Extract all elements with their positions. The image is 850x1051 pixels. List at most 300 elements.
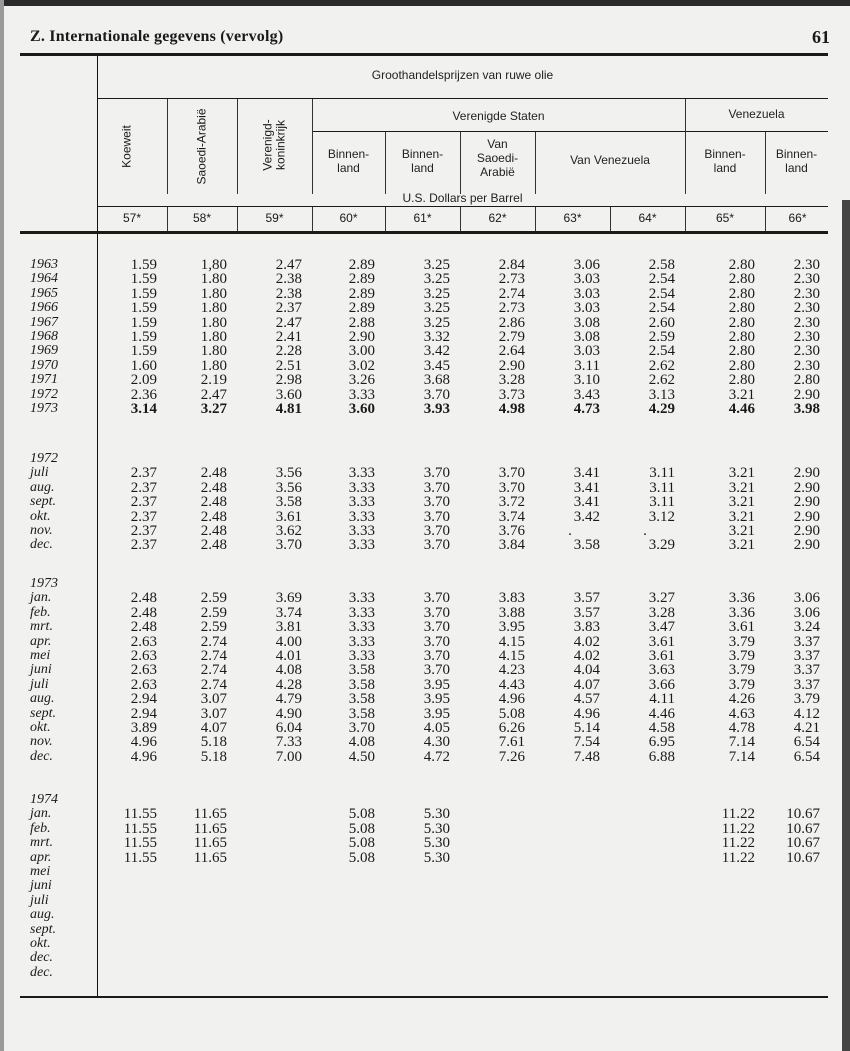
- table-cell: 3.95: [423, 691, 450, 708]
- table-cell: 6.26: [498, 720, 525, 736]
- table-cell: 3.10: [573, 372, 600, 389]
- subheader-line: land: [785, 161, 808, 175]
- table-cell: 3.70: [423, 619, 450, 636]
- table-cell: 4.98: [498, 401, 525, 417]
- page-top-edge: [0, 0, 850, 6]
- table-cell: 2.80: [728, 329, 755, 345]
- section-heading: 1973: [30, 576, 58, 591]
- table-cell: 7.33: [275, 734, 302, 751]
- table-cell: 3.56: [275, 479, 302, 496]
- table-cell: 3.79: [793, 691, 820, 708]
- table-cell: 2.90: [793, 494, 820, 511]
- table-cell: 3.58: [275, 494, 302, 511]
- table-cell: 3.25: [423, 257, 450, 273]
- table-cell: 2.73: [498, 300, 525, 317]
- table-cell: 3.61: [728, 619, 755, 636]
- table-cell: 3.84: [498, 537, 525, 554]
- row-label: aug.: [30, 691, 55, 707]
- table-cell: 2.30: [793, 329, 820, 345]
- table-cell: 3.70: [498, 479, 525, 496]
- table-cell: 2.54: [648, 300, 675, 317]
- table-cell: 2.74: [200, 648, 227, 664]
- table-cell: 3.21: [728, 386, 755, 403]
- table-cell: 4.15: [498, 633, 525, 650]
- table-cell: 11.22: [721, 806, 755, 823]
- table-cell: 2.89: [348, 271, 375, 288]
- table-cell: 5.08: [348, 835, 375, 852]
- row-label: jan.: [30, 806, 52, 822]
- table-cell: 3.42: [573, 508, 600, 525]
- page-number: 61: [812, 27, 830, 47]
- table-cell: 3.88: [498, 604, 525, 621]
- table-cell: 3.61: [275, 508, 302, 525]
- table-cell: 3.93: [423, 401, 450, 417]
- row-label: sept.: [30, 921, 57, 937]
- table-cell: 3.33: [348, 479, 375, 496]
- table-cell: 11.55: [123, 835, 157, 852]
- table-cell: 2.38: [275, 271, 302, 288]
- table-cell: 3.21: [728, 537, 755, 554]
- col-divider: [167, 99, 168, 194]
- table-cell: 2.86: [498, 314, 525, 331]
- table-cell: 1.59: [130, 329, 157, 345]
- table-cell: 2.47: [275, 314, 302, 331]
- table-cell: 2.37: [275, 300, 302, 317]
- col-divider: [237, 99, 238, 194]
- table-cell: 4.81: [275, 401, 302, 417]
- header-verenigd-line2: koninkrijk: [273, 120, 288, 171]
- row-label: 1966: [30, 300, 58, 316]
- table-cell: 4.23: [498, 662, 525, 679]
- table-cell: 2.90: [348, 329, 375, 345]
- table-cell: 4.96: [573, 705, 600, 722]
- table-cell: 6.95: [648, 734, 675, 751]
- table-cell: 3.14: [130, 401, 157, 417]
- table-cell: 11.55: [123, 820, 157, 837]
- header-verenigd-line1: Verenigd-: [260, 119, 275, 171]
- table-cell: 4.30: [423, 734, 450, 751]
- table-cell: 3.37: [793, 676, 820, 693]
- vs-subrule: [312, 131, 685, 132]
- table-cell: 3.08: [573, 329, 600, 345]
- page-binding: [0, 0, 4, 1051]
- table-cell: 3.58: [348, 676, 375, 693]
- table-cell: 4.02: [573, 633, 600, 650]
- table-cell: 2.48: [200, 523, 227, 539]
- table-cell: 1.80: [200, 285, 227, 302]
- table-cell: 7.00: [275, 748, 302, 765]
- unit-label: U.S. Dollars per Barrel: [402, 191, 523, 205]
- table-cell: 3.79: [728, 676, 755, 693]
- table-cell: 3.37: [793, 633, 820, 650]
- table-cell: 2.80: [728, 372, 755, 389]
- table-cell: 3.33: [348, 465, 375, 482]
- table-cell: 3.11: [649, 465, 675, 482]
- table-cell: 3.06: [793, 604, 820, 621]
- table-cell: 2.84: [498, 257, 525, 273]
- table-cell: 2.94: [130, 691, 157, 708]
- table-cell: 2.36: [130, 386, 157, 403]
- table-cell: 2.48: [200, 537, 227, 554]
- row-label: apr.: [30, 633, 52, 649]
- table-cell: 3.70: [423, 633, 450, 650]
- table-cell: 2.47: [200, 386, 227, 403]
- table-cell: 3.58: [573, 537, 600, 554]
- table-cell: 2.48: [200, 465, 227, 482]
- table-cell: 3.25: [423, 314, 450, 331]
- row-label: mei: [30, 864, 51, 879]
- subheader-line: Binnen-: [401, 147, 444, 161]
- table-cell: 7.54: [573, 734, 600, 751]
- table-cell: 3.43: [573, 386, 600, 403]
- table-cell: 2.63: [130, 648, 157, 664]
- table-cell: 3.83: [573, 619, 600, 636]
- group-title: Groothandelsprijzen van ruwe olie: [371, 68, 554, 82]
- table-cell: 3.70: [423, 662, 450, 679]
- table-cell: 2.88: [348, 314, 375, 331]
- table-cell: 2.58: [648, 257, 675, 273]
- header-bottom-rule: [20, 231, 828, 234]
- table-cell: 4.07: [200, 720, 227, 736]
- table-cell: 2.64: [498, 343, 525, 360]
- table-cell: 3.47: [648, 619, 675, 636]
- table-cell: 4.58: [648, 720, 675, 736]
- table-cell: 3.33: [348, 508, 375, 525]
- table-cell: 6.54: [793, 748, 820, 765]
- table-cell: .: [643, 523, 647, 539]
- column-code: 66*: [788, 211, 807, 225]
- table-cell: 3.06: [793, 590, 820, 607]
- column-code: 57*: [122, 211, 142, 225]
- table-cell: .: [568, 523, 572, 539]
- table-cell: 4.46: [648, 705, 675, 722]
- table-cell: 10.67: [786, 849, 820, 866]
- table-cell: 5.08: [348, 849, 375, 866]
- table-cell: 3.70: [275, 537, 302, 554]
- table-cell: 3.24: [793, 619, 820, 636]
- row-label: dec.: [30, 748, 53, 764]
- row-label: juli: [30, 676, 49, 692]
- table-cell: 2.74: [200, 676, 227, 693]
- table-cell: 1.80: [200, 314, 227, 331]
- table-cell: 3.70: [423, 508, 450, 525]
- table-cell: 2.90: [793, 537, 820, 554]
- table-cell: 3.62: [275, 523, 302, 539]
- table-cell: 3.36: [728, 604, 755, 621]
- table-cell: 2.79: [498, 329, 525, 345]
- table-cell: 2.59: [648, 329, 675, 345]
- table-cell: 3.76: [498, 523, 525, 539]
- subheader-line: Saoedi-: [476, 151, 519, 165]
- row-label: dec.: [30, 950, 53, 966]
- table-cell: 2.90: [793, 523, 820, 539]
- table-cell: 2.80: [728, 257, 755, 273]
- table-cell: 5.30: [423, 849, 450, 866]
- table-cell: 3.25: [423, 285, 450, 302]
- table-cell: 2.47: [275, 257, 302, 273]
- section-heading: 1974: [30, 792, 58, 807]
- table-cell: 2.38: [275, 285, 302, 302]
- table-cell: 4.01: [275, 648, 302, 664]
- subheader-line: Van: [487, 137, 508, 151]
- table-cell: 2.41: [275, 329, 302, 345]
- table-cell: 5.30: [423, 835, 450, 852]
- subheader-binnenland-65: [685, 147, 765, 175]
- header-koeweit: Koeweit: [119, 125, 134, 168]
- table-cell: 2.62: [648, 372, 675, 389]
- table-cell: 3.00: [348, 343, 375, 360]
- table-cell: 1.59: [130, 314, 157, 331]
- table-cell: 3.70: [423, 465, 450, 482]
- table-cell: 3.33: [348, 648, 375, 664]
- table-cell: 11.65: [193, 820, 227, 837]
- row-label: 1972: [30, 386, 58, 402]
- table-cell: 3.03: [573, 271, 600, 288]
- table-cell: 3.42: [423, 343, 450, 360]
- subheader-van-venezuela: Van Venezuela: [570, 153, 650, 167]
- table-cell: 2.80: [728, 271, 755, 288]
- table-cell: 3.27: [200, 401, 227, 417]
- table-cell: 3.61: [648, 648, 675, 664]
- table-cell: 1.80: [200, 357, 227, 374]
- table-cell: 2.90: [793, 508, 820, 525]
- row-label: nov.: [30, 734, 53, 750]
- table-cell: 2.59: [200, 604, 227, 621]
- venezuela-subrule: [685, 131, 828, 132]
- table-cell: 3.70: [423, 479, 450, 496]
- subheader-binnenland-66: [765, 147, 828, 175]
- table-cell: 4.28: [275, 676, 302, 693]
- table-cell: 3.89: [130, 720, 157, 736]
- bottom-rule: [20, 996, 828, 998]
- row-label: feb.: [30, 604, 51, 620]
- table-cell: 4.04: [573, 662, 600, 679]
- table-cell: 7.61: [498, 734, 525, 751]
- table-cell: 3.68: [423, 372, 450, 389]
- table-cell: 3.08: [573, 314, 600, 331]
- table-cell: 3.58: [348, 691, 375, 708]
- table-cell: 3.21: [728, 523, 755, 539]
- table-cell: 2.30: [793, 257, 820, 273]
- row-label: sept.: [30, 494, 57, 510]
- table-cell: 4.63: [728, 705, 755, 722]
- row-label: apr.: [30, 849, 52, 865]
- table-cell: 3.58: [348, 705, 375, 722]
- table-cell: 3.70: [423, 590, 450, 607]
- table-cell: 2.30: [793, 271, 820, 288]
- row-label: feb.: [30, 820, 51, 836]
- table-cell: 3.21: [728, 494, 755, 511]
- table-cell: 2.37: [130, 479, 157, 496]
- table-cell: 4.90: [275, 705, 302, 722]
- table-cell: 2.90: [793, 465, 820, 482]
- table-cell: 2.74: [200, 662, 227, 679]
- table-cell: 11.55: [123, 806, 157, 823]
- table-cell: 3.02: [348, 357, 375, 374]
- table-cell: 3.36: [728, 590, 755, 607]
- table-cell: 2.37: [130, 537, 157, 554]
- row-label: 1963: [30, 257, 58, 272]
- table-cell: 3.33: [348, 619, 375, 636]
- table-cell: 2.19: [200, 372, 227, 389]
- table-cell: 2.48: [200, 479, 227, 496]
- row-label: aug.: [30, 907, 55, 923]
- table-cell: 3.70: [423, 537, 450, 554]
- table-cell: 3.66: [648, 676, 675, 693]
- table-cell: 4.73: [573, 401, 600, 417]
- table-cell: 2.62: [648, 357, 675, 374]
- row-label: sept.: [30, 705, 57, 721]
- row-label: okt.: [30, 720, 51, 735]
- row-label: juli: [30, 892, 49, 908]
- table-cell: 2.37: [130, 523, 157, 539]
- subheader-line: land: [337, 161, 360, 175]
- table-cell: 3.21: [728, 479, 755, 496]
- table-cell: 1.60: [130, 357, 157, 374]
- table-cell: 2.59: [200, 590, 227, 607]
- row-label: 1971: [30, 372, 58, 388]
- table-cell: 7.14: [728, 734, 755, 751]
- table-cell: 2.89: [348, 257, 375, 273]
- table-cell: 10.67: [786, 806, 820, 823]
- table-cell: 3.28: [648, 604, 675, 621]
- table-cell: 2.59: [200, 619, 227, 636]
- table-cell: 3.13: [648, 386, 675, 403]
- table-cell: 2.30: [793, 300, 820, 317]
- unit-rule: [97, 206, 828, 207]
- table-cell: 3.07: [200, 691, 227, 708]
- table-cell: 4.46: [728, 401, 755, 417]
- table-cell: 5.08: [498, 705, 525, 722]
- table-cell: 2.60: [648, 314, 675, 331]
- table-cell: 11.55: [123, 849, 157, 866]
- table-cell: 3.03: [573, 300, 600, 317]
- table-cell: 3.56: [275, 465, 302, 482]
- table-cell: 4.96: [130, 734, 157, 751]
- subheader-binnenland-61: [385, 147, 460, 175]
- table-cell: 3.28: [498, 372, 525, 389]
- table-cell: 10.67: [786, 835, 820, 852]
- table-cell: 4.29: [648, 401, 675, 417]
- table-cell: 4.79: [275, 691, 302, 708]
- table-cell: 11.65: [193, 835, 227, 852]
- table-cell: 2.63: [130, 633, 157, 650]
- row-label: jan.: [30, 590, 52, 606]
- row-label: mrt.: [30, 619, 53, 635]
- table-cell: 6.88: [648, 748, 675, 765]
- subheader-line: Binnen-: [775, 147, 818, 161]
- subheader-van-saoedi-arabie: [460, 137, 535, 179]
- table-cell: 3.79: [728, 648, 755, 664]
- table-cell: 7.48: [573, 748, 600, 765]
- table-cell: 2.73: [498, 271, 525, 288]
- page-right-edge: [842, 200, 850, 1051]
- table-cell: 4.05: [423, 720, 450, 736]
- table-cell: 2.28: [275, 343, 302, 360]
- table-cell: 5.08: [348, 806, 375, 823]
- table-cell: 2.80: [728, 314, 755, 331]
- table-cell: 4.02: [573, 648, 600, 664]
- table-cell: 2.48: [200, 494, 227, 511]
- table-cell: 4.08: [275, 662, 302, 679]
- table-cell: 3.25: [423, 271, 450, 288]
- table-cell: 2.80: [728, 300, 755, 317]
- row-label: 1964: [30, 271, 58, 287]
- column-code: 64*: [638, 211, 657, 225]
- table-cell: 3.41: [573, 494, 600, 511]
- table-cell: 3.69: [275, 590, 302, 607]
- table-cell: 11.65: [193, 806, 227, 823]
- table-cell: 2.48: [200, 508, 227, 525]
- table-cell: 3.41: [573, 465, 600, 482]
- table-cell: 3.33: [348, 604, 375, 621]
- table-cell: 5.18: [200, 734, 227, 751]
- table-cell: 2.63: [130, 662, 157, 679]
- table-cell: 3.70: [423, 604, 450, 621]
- column-code: 62*: [488, 211, 507, 225]
- table-cell: 3.25: [423, 300, 450, 317]
- table-cell: 3.63: [648, 662, 675, 679]
- table-cell: 3.32: [423, 329, 450, 345]
- table-cell: 2.74: [200, 633, 227, 650]
- header-verenigd-koninkrijk: [262, 98, 288, 193]
- row-label: 1970: [30, 357, 58, 373]
- table-cell: 3.60: [275, 386, 302, 403]
- table-cell: 1.80: [200, 271, 227, 288]
- table-cell: 3.37: [793, 648, 820, 664]
- row-label: okt.: [30, 508, 51, 524]
- table-cell: 4.78: [728, 720, 755, 736]
- subheader-line: land: [713, 161, 737, 175]
- row-label: mei: [30, 648, 51, 663]
- table-cell: 11.22: [721, 835, 755, 852]
- table-cell: 3.07: [200, 705, 227, 722]
- table-cell: 3.95: [423, 705, 450, 722]
- row-label: nov.: [30, 523, 53, 538]
- table-cell: 2.54: [648, 343, 675, 360]
- table-cell: 2.80: [728, 285, 755, 302]
- table-cell: 3.70: [498, 465, 525, 482]
- row-label: juli: [30, 465, 49, 481]
- table-cell: 1.59: [130, 285, 157, 302]
- table-cell: 2.90: [793, 479, 820, 496]
- table-cell: 2.37: [130, 494, 157, 511]
- table-cell: 2.80: [793, 372, 820, 389]
- table-cell: 3.33: [348, 523, 375, 539]
- table-cell: 2.74: [498, 285, 525, 302]
- column-code: 60*: [339, 211, 358, 225]
- table-cell: 3.33: [348, 590, 375, 607]
- table-cell: 2.80: [728, 357, 755, 374]
- table-cell: 4.43: [498, 676, 525, 693]
- column-code: 59*: [265, 211, 284, 225]
- table-cell: 2.48: [130, 619, 157, 636]
- table-cell: 1.80: [200, 329, 227, 345]
- row-label: 1969: [30, 343, 58, 359]
- column-code: 63*: [563, 211, 582, 225]
- table-cell: 3.03: [573, 343, 600, 360]
- table-cell: 2.54: [648, 271, 675, 288]
- table-cell: 2.98: [275, 372, 302, 389]
- row-label: juni: [30, 662, 52, 678]
- table-cell: 3.33: [348, 386, 375, 403]
- row-label: okt.: [30, 936, 51, 951]
- table-cell: 3.74: [498, 508, 525, 525]
- table-cell: 3.11: [649, 479, 675, 496]
- row-label: juni: [30, 878, 52, 894]
- table-cell: 2.80: [728, 343, 755, 360]
- column-code: 61*: [413, 211, 432, 225]
